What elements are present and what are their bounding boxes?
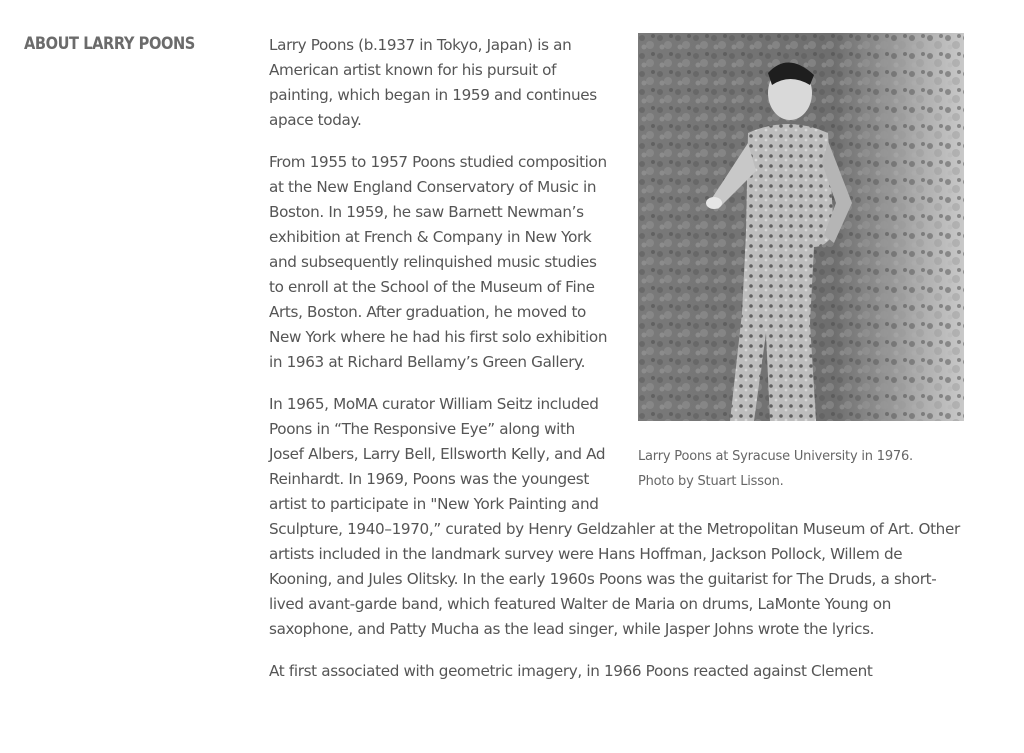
section-heading: ABOUT LARRY POONS [24,34,195,54]
artist-photo-figure [638,33,964,494]
paragraph-career: In 1965, MoMA curator William Seitz included Poons in “The Responsive Eye” along with Josef Albers, Larry Bell, Ellsworth Kelly, and Ad Reinhardt. In 1969, Poons was the youngest artist to participate in "New York Painting and Sculpture, 1940–1970,” curated by Henry Geldzahler at the Metropolitan Museum of Art. Other artists included in the landmark survey were Hans Hoffman, Jackson Pollock, Willem de Kooning, and Jules Olitsky. In the early 1960s Poons was the guitarist for The Druds, a short-lived avant-garde band, which featured Walter de Maria on drums, LaMonte Young on saxophone, and Patty Mucha as the lead singer, while Jasper Johns wrote the lyrics. [269,395,960,638]
paragraph-intro: Larry Poons (b.1937 in Tokyo, Japan) is an American artist known for his pursuit of painting, which began in 1959 and continues apace today. [269,36,597,129]
paragraph-style: At first associated with geometric imagery, in 1966 Poons reacted against Clement [269,662,873,680]
photo-caption-line-1: Larry Poons at Syracuse University in 1976. [638,449,913,464]
photo-caption [638,444,964,494]
photo-caption-line-2: Photo by Stuart Lisson. [638,474,784,489]
paragraph-education: From 1955 to 1957 Poons studied composition at the New England Conservatory of Music in Boston. In 1959, he saw Barnett Newman’s exhibition at French & Company in New York and subsequently relinquished music studies to enroll at the School of the Museum of Fine Arts, Boston. After graduation, he moved to New York where he had his first solo exhibition in 1963 at Richard Bellamy’s Green Gallery. [269,153,608,371]
article-body [269,33,969,701]
artist-photo [638,33,964,421]
